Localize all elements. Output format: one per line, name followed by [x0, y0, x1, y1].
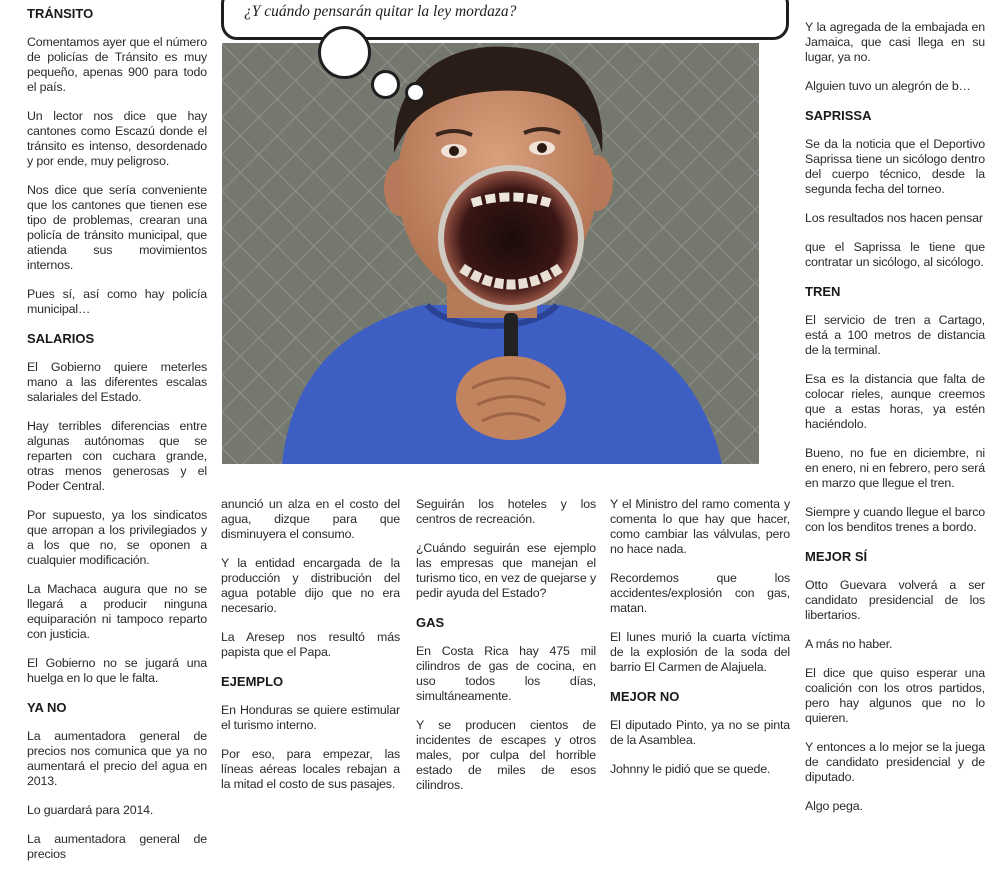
- column-5: [805, 20, 985, 828]
- bubble-text: ¿Y cuándo pensarán quitar la ley mordaza?: [244, 3, 517, 20]
- paragraph: anunció un alza en el costo del agua, dizque para que disminuyera el consumo.: [221, 497, 400, 541]
- paragraph: La aumentadora general de precios: [27, 832, 207, 861]
- paragraph: Por eso, para empezar, las líneas aéreas locales rebajan a la mitad el costo de sus pasajes.: [221, 747, 400, 791]
- paragraph: Comentamos ayer que el número de policías de Tránsito es muy pequeño, apenas 900 para todo el país.: [27, 35, 207, 94]
- paragraph: El lunes murió la cuarta víctima de la explosión de la soda del barrio El Carmen de Alajuela.: [610, 630, 790, 674]
- thought-circle-medium: [371, 70, 400, 99]
- boy-magnifier-photo: [222, 43, 759, 464]
- paragraph: La aumentadora general de precios nos comunica que ya no aumentará el precio del agua en 2013.: [27, 729, 207, 788]
- section-heading: TRÁNSITO: [27, 6, 94, 21]
- paragraph: El dice que quiso esperar una coalición con los otros partidos, pero hay algunos que no lo quieren.: [805, 666, 985, 725]
- paragraph: Lo guardará para 2014.: [27, 803, 154, 817]
- paragraph: Recordemos que los accidentes/explosión con gas, matan.: [610, 571, 790, 615]
- paragraph: Un lector nos dice que hay cantones como Escazú donde el tránsito es intenso, desordenado y por ende, muy peligroso.: [27, 109, 207, 168]
- paragraph: En Costa Rica hay 475 mil cilindros de gas de cocina, en uso todos los días, simultáneamente.: [416, 644, 596, 703]
- paragraph: Bueno, no fue en diciembre, ni en enero, ni en febrero, pero será en marzo que llegue el tren.: [805, 446, 985, 490]
- paragraph: Los resultados nos hacen pensar: [805, 211, 983, 225]
- paragraph: ¿Cuándo seguirán ese ejemplo las empresas que manejan el turismo tico, en vez de quejarse y pedir ayuda del Estado?: [416, 541, 596, 600]
- paragraph: Hay terribles diferencias entre algunas autónomas que se reparten con cuchara grande, otras menos generosas y el Poder Central.: [27, 419, 207, 493]
- section-heading: GAS: [416, 615, 445, 630]
- paragraph: Por supuesto, ya los sindicatos que arropan a los privilegiados y a los que no, se oponen a cualquier modificación.: [27, 508, 207, 567]
- thought-circle-small: [405, 82, 426, 103]
- paragraph: La Machaca augura que no se llegará a producir ninguna equiparación ni tampoco reparto con justicia.: [27, 582, 207, 641]
- paragraph: La Aresep nos resultó más papista que el Papa.: [221, 630, 400, 659]
- section-heading: SALARIOS: [27, 331, 95, 346]
- paragraph: Y entonces a lo mejor se la juega de candidato presidencial y de diputado.: [805, 740, 985, 784]
- paragraph: Y se producen cientos de incidentes de escapes y otros males, por culpa del horrible estado de miles de esos cilindros.: [416, 718, 596, 792]
- paragraph: Alguien tuvo un alegrón de b…: [805, 79, 971, 93]
- section-heading: EJEMPLO: [221, 674, 284, 689]
- thought-circle-large: [318, 26, 371, 79]
- column-4: [610, 497, 790, 791]
- speech-bubble: [221, 0, 789, 40]
- paragraph: El servicio de tren a Cartago, está a 100 metros de distancia de la terminal.: [805, 313, 985, 357]
- paragraph: Y la entidad encargada de la producción y distribución del agua potable dijo que no era necesario.: [221, 556, 400, 615]
- column-2: [221, 497, 400, 806]
- paragraph: Y el Ministro del ramo comenta y comenta lo que hay que hacer, como cambiar las válvulas, pero no hace nada.: [610, 497, 790, 556]
- paragraph: Se da la noticia que el Deportivo Saprissa tiene un sicólogo dentro del cuerpo técnico, desde la segunda fecha del torneo.: [805, 137, 985, 196]
- column-1: [27, 6, 207, 876]
- paragraph: que el Saprissa le tiene que contratar un sicólogo, al sicólogo.: [805, 240, 985, 269]
- paragraph: Seguirán los hoteles y los centros de recreación.: [416, 497, 596, 526]
- paragraph: Esa es la distancia que falta de colocar rieles, aunque creemos que a estas horas, ya estén haciéndolo.: [805, 372, 985, 431]
- paragraph: Pues sí, así como hay policía municipal…: [27, 287, 207, 316]
- paragraph: Algo pega.: [805, 799, 863, 813]
- paragraph: Otto Guevara volverá a ser candidato presidencial de los libertarios.: [805, 578, 985, 622]
- section-heading: TREN: [805, 284, 841, 299]
- paragraph: El Gobierno no se jugará una huelga en lo que le falta.: [27, 656, 207, 685]
- paragraph: En Honduras se quiere estimular el turismo interno.: [221, 703, 400, 732]
- section-heading: MEJOR SÍ: [805, 549, 868, 564]
- paragraph: Y la agregada de la embajada en Jamaica, que casi llega en su lugar, ya no.: [805, 20, 985, 64]
- paragraph: El diputado Pinto, ya no se pinta de la Asamblea.: [610, 718, 790, 747]
- section-heading: MEJOR NO: [610, 689, 680, 704]
- photo-illustration: [222, 43, 759, 464]
- paragraph: Nos dice que sería conveniente que los cantones que tienen ese tipo de problemas, crearan una policía de tránsito municipal, que atienda sus movimientos internos.: [27, 183, 207, 272]
- paragraph: A más no haber.: [805, 637, 893, 651]
- paragraph: Siempre y cuando llegue el barco con los benditos trenes a bordo.: [805, 505, 985, 534]
- paragraph: Johnny le pidió que se quede.: [610, 762, 771, 776]
- section-heading: SAPRISSA: [805, 108, 872, 123]
- paragraph: El Gobierno quiere meterles mano a las diferentes escalas salariales del Estado.: [27, 360, 207, 404]
- column-3: [416, 497, 596, 807]
- section-heading: YA NO: [27, 700, 67, 715]
